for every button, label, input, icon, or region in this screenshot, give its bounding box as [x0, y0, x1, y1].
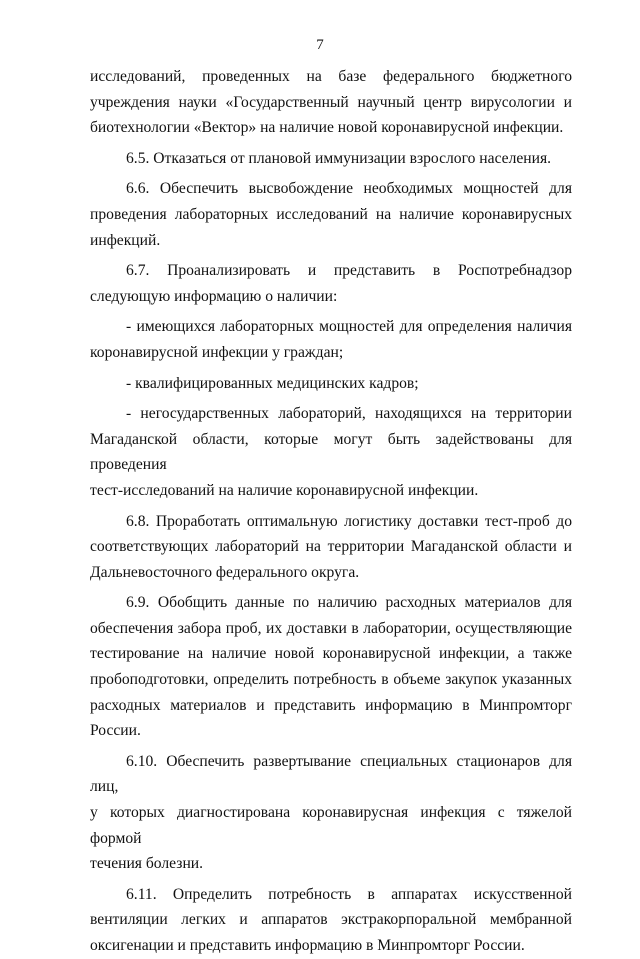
paragraph-6-7-b — [90, 371, 572, 397]
text-line: вентиляции легких и аппаратов экстракорпоральной мембранной — [90, 911, 572, 929]
text-line: проведения лабораторных исследований на наличие коронавирусных — [90, 205, 572, 223]
paragraph-6-9 — [90, 590, 572, 744]
text-line: обеспечения забора проб, их доставки в лаборатории, осуществляющие — [90, 619, 572, 637]
paragraph-6-6 — [90, 176, 572, 253]
text-line: расходных материалов и представить информацию в Минпромторг — [90, 696, 572, 714]
text-line: 6.6. Обеспечить высвобождение необходимых мощностей для — [126, 180, 572, 198]
text-line: у которых диагностирована коронавирусная инфекция с тяжелой формой — [90, 804, 572, 847]
paragraph-6-10 — [90, 749, 572, 877]
text-line: 6.5. Отказаться от плановой иммунизации взрослого населения. — [126, 149, 552, 167]
paragraph-continuation — [90, 64, 572, 141]
paragraph-6-7-c — [90, 401, 572, 503]
text-line: исследований, проведенных на базе федерального бюджетного — [90, 68, 572, 85]
text-line: течения болезни. — [90, 855, 204, 873]
text-line: России. — [90, 722, 141, 740]
paragraph-6-7 — [90, 258, 572, 309]
text-line: инфекций. — [90, 231, 161, 249]
text-line: Дальневосточного федерального округа. — [90, 563, 360, 581]
paragraph-6-8 — [90, 509, 572, 586]
text-line: 6.7. Проанализировать и представить в Роспотребнадзор — [126, 262, 572, 280]
text-line: 6.9. Обобщить данные по наличию расходных материалов для — [126, 594, 572, 612]
text-line: тестирование на наличие новой коронавирусной инфекции, а также — [90, 645, 572, 663]
text-line: пробоподготовки, определить потребность в объеме закупок указанных — [90, 671, 572, 689]
text-line: - негосударственных лабораторий, находящихся на территории — [126, 405, 572, 423]
paragraph-6-7-a — [90, 314, 572, 365]
text-line: - имеющихся лабораторных мощностей для определения наличия — [126, 318, 572, 336]
text-line: биотехнологии «Вектор» на наличие новой коронавирусной инфекции. — [90, 119, 564, 137]
paragraph-6-5 — [90, 146, 572, 172]
text-line: коронавирусной инфекции у граждан; — [90, 343, 344, 361]
text-line: соответствующих лабораторий на территории Магаданской области и — [90, 538, 572, 556]
text-line: Магаданской области, которые могут быть задействованы для проведения — [90, 430, 572, 474]
text-line: оксигенации и представить информацию в Минпромторг России. — [90, 937, 525, 954]
text-line: 6.10. Обеспечить развертывание специальных стационаров для лиц, — [90, 752, 572, 796]
text-line: учреждения науки «Государственный научный центр вирусологии и — [90, 93, 572, 111]
text-line: 6.11. Определить потребность в аппаратах искусственной — [126, 885, 572, 903]
page-number: 7 — [316, 37, 324, 53]
text-line: тест-исследований на наличие коронавирусной инфекции. — [90, 481, 479, 499]
document-body — [90, 64, 572, 959]
paragraph-6-11 — [90, 882, 572, 959]
text-line: - квалифицированных медицинских кадров; — [126, 374, 419, 392]
text-line: следующую информацию о наличии: — [90, 287, 338, 305]
text-line: 6.8. Проработать оптимальную логистику доставки тест-проб до — [126, 512, 572, 530]
